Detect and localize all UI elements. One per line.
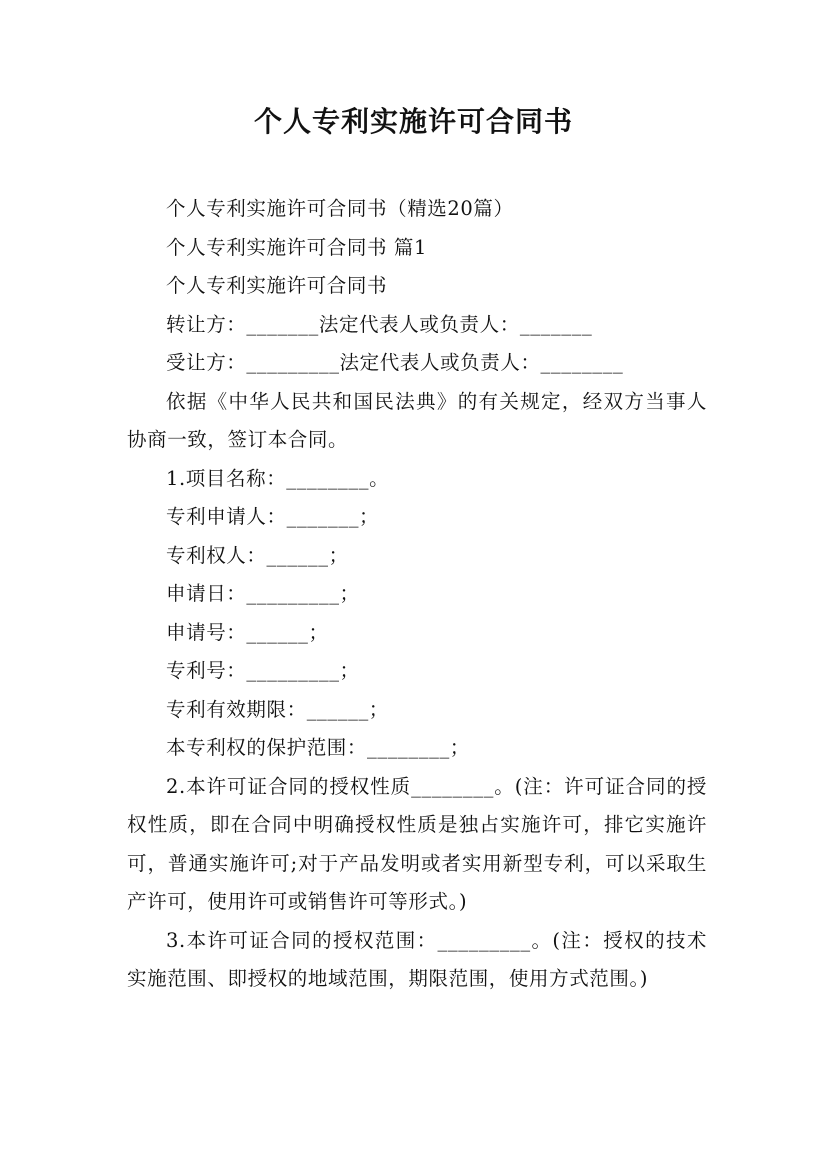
paragraph-application-number: 申请号：______；	[166, 620, 329, 644]
paragraph-patentee: 专利权人：______；	[166, 543, 349, 567]
paragraph-subtitle: 个人专利实施许可合同书（精选20篇）	[166, 197, 514, 220]
document-title: 个人专利实施许可合同书	[253, 105, 573, 138]
paragraph-transferor: 转让方：_______法定代表人或负责人：_______	[166, 312, 593, 336]
paragraph-validity-period: 专利有效期限：______；	[166, 697, 389, 721]
paragraph-legal-basis: 依据《中华人民共和国民法典》的有关规定，经双方当事人协商一致，签订本合同。	[127, 389, 707, 451]
paragraph-transferee: 受让方：_________法定代表人或负责人：________	[166, 351, 624, 374]
paragraph-protection-scope: 本专利权的保护范围：________；	[166, 736, 470, 759]
paragraph-authorization-nature: 2.本许可证合同的授权性质________。(注：许可证合同的授权性质，即在合同中明确授权性质是独占实施许可，排它实施许可，普通实施许可;对于产品发明或者实用新型专利，可以采取生产许可，使用许可或销售许可等形式。)	[127, 774, 707, 913]
paragraph-contract-title: 个人专利实施许可合同书	[166, 274, 388, 297]
paragraph-authorization-scope: 3.本许可证合同的授权范围：_________。(注：授权的技术实施范围、即授权的地域范围，期限范围，使用方式范围。)	[127, 928, 707, 990]
paragraph-section-heading: 个人专利实施许可合同书 篇1	[166, 235, 428, 259]
paragraph-application-date: 申请日：_________；	[166, 582, 360, 605]
paragraph-project-name: 1.项目名称：________。	[166, 466, 390, 490]
document-body	[127, 190, 707, 999]
paragraph-patent-applicant: 专利申请人：_______；	[166, 505, 380, 528]
paragraph-patent-number: 专利号：_________；	[166, 659, 360, 682]
